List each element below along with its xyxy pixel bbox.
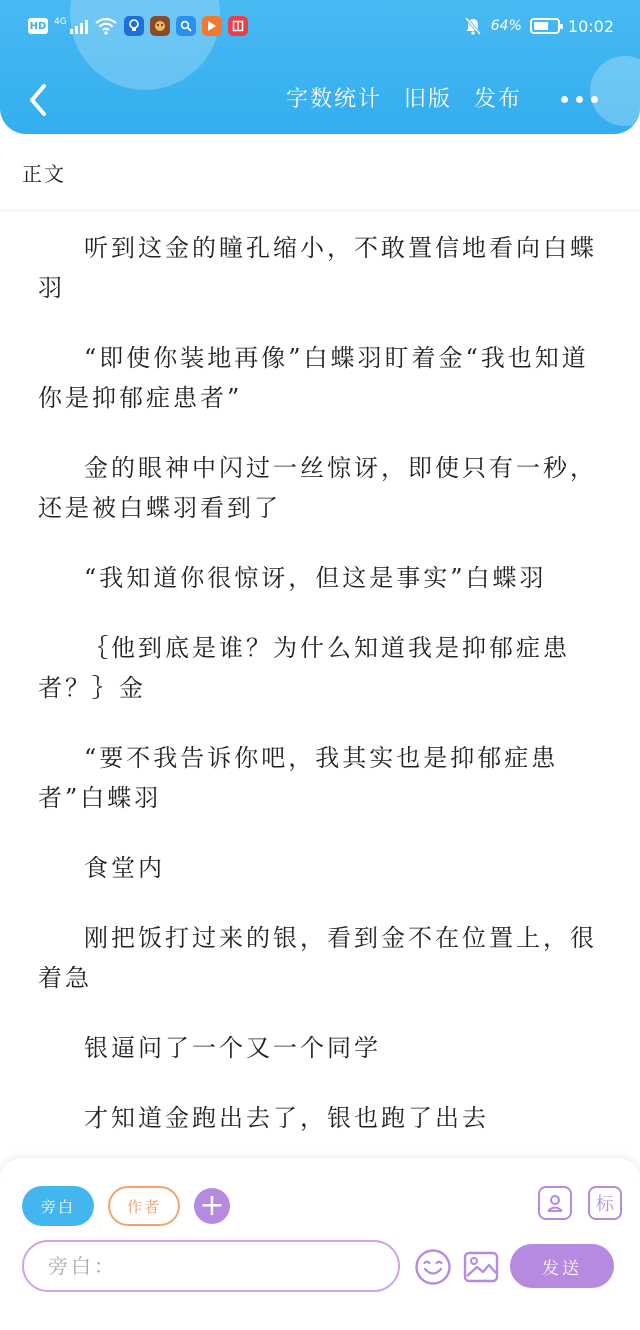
story-paragraph: “我知道你很惊讶，但这是事实”白蝶羽	[84, 564, 547, 592]
character-icon[interactable]	[538, 1186, 572, 1220]
app-game-icon	[150, 16, 170, 36]
wifi-icon	[94, 17, 118, 35]
story-body[interactable]	[38, 228, 598, 1168]
app-search-icon	[176, 16, 196, 36]
app-bulb-icon	[124, 16, 144, 36]
more-options-icon[interactable]	[561, 96, 598, 103]
battery-percent: 64%	[490, 18, 522, 34]
story-paragraph: 金的眼神中闪过一丝惊讶，即使只有一秒，还是被白蝶羽看到了	[38, 454, 597, 522]
story-paragraph: ｛他到底是谁？为什么知道我是抑郁症患者？｝金	[38, 634, 570, 702]
emoji-icon[interactable]	[414, 1248, 452, 1286]
header-actions	[286, 82, 522, 113]
nav-bar	[0, 72, 640, 128]
word-count-button[interactable]: 字数统计	[285, 87, 382, 112]
role-narration-button[interactable]: 旁白	[22, 1186, 94, 1226]
story-paragraph: 才知道金跑出去了，银也跑了出去	[84, 1104, 489, 1132]
app-book-icon	[228, 16, 248, 36]
role-selector	[22, 1186, 230, 1226]
role-author-button[interactable]: 作者	[108, 1186, 180, 1226]
tag-button[interactable]: 标	[588, 1186, 622, 1220]
add-role-button[interactable]: +	[194, 1188, 230, 1224]
network-type: 4G	[54, 17, 67, 27]
section-title: 正文	[22, 162, 66, 186]
compose-panel	[0, 1158, 640, 1330]
app-video-icon	[202, 16, 222, 36]
app-header	[0, 0, 640, 134]
input-row	[22, 1240, 622, 1294]
message-input[interactable]	[22, 1240, 400, 1292]
story-paragraph: 刚把饭打过来的银，看到金不在位置上，很着急	[38, 924, 597, 992]
send-button[interactable]: 发送	[510, 1244, 614, 1288]
mute-bell-icon	[463, 16, 483, 36]
back-button[interactable]	[20, 78, 60, 122]
image-icon[interactable]	[462, 1248, 500, 1286]
hd-icon: HD	[28, 18, 48, 34]
clock: 10:02	[567, 16, 614, 36]
signal-icon	[70, 18, 88, 34]
story-paragraph: “要不我告诉你吧，我其实也是抑郁症患者”白蝶羽	[38, 744, 559, 812]
story-paragraph: 听到这金的瞳孔缩小，不敢置信地看向白蝶羽	[38, 234, 597, 302]
divider	[0, 210, 640, 211]
old-version-button[interactable]: 旧版	[403, 87, 452, 112]
battery-icon	[530, 18, 560, 34]
story-paragraph: 银逼问了一个又一个同学	[84, 1034, 381, 1062]
story-paragraph: 食堂内	[84, 854, 165, 882]
publish-button[interactable]: 发布	[473, 87, 522, 112]
battery-fill	[534, 22, 548, 30]
tool-buttons	[538, 1186, 622, 1220]
story-paragraph: “即使你装地再像”白蝶羽盯着金“我也知道你是抑郁症患者”	[38, 344, 589, 412]
status-bar	[0, 0, 640, 52]
chevron-left-icon	[20, 78, 60, 122]
